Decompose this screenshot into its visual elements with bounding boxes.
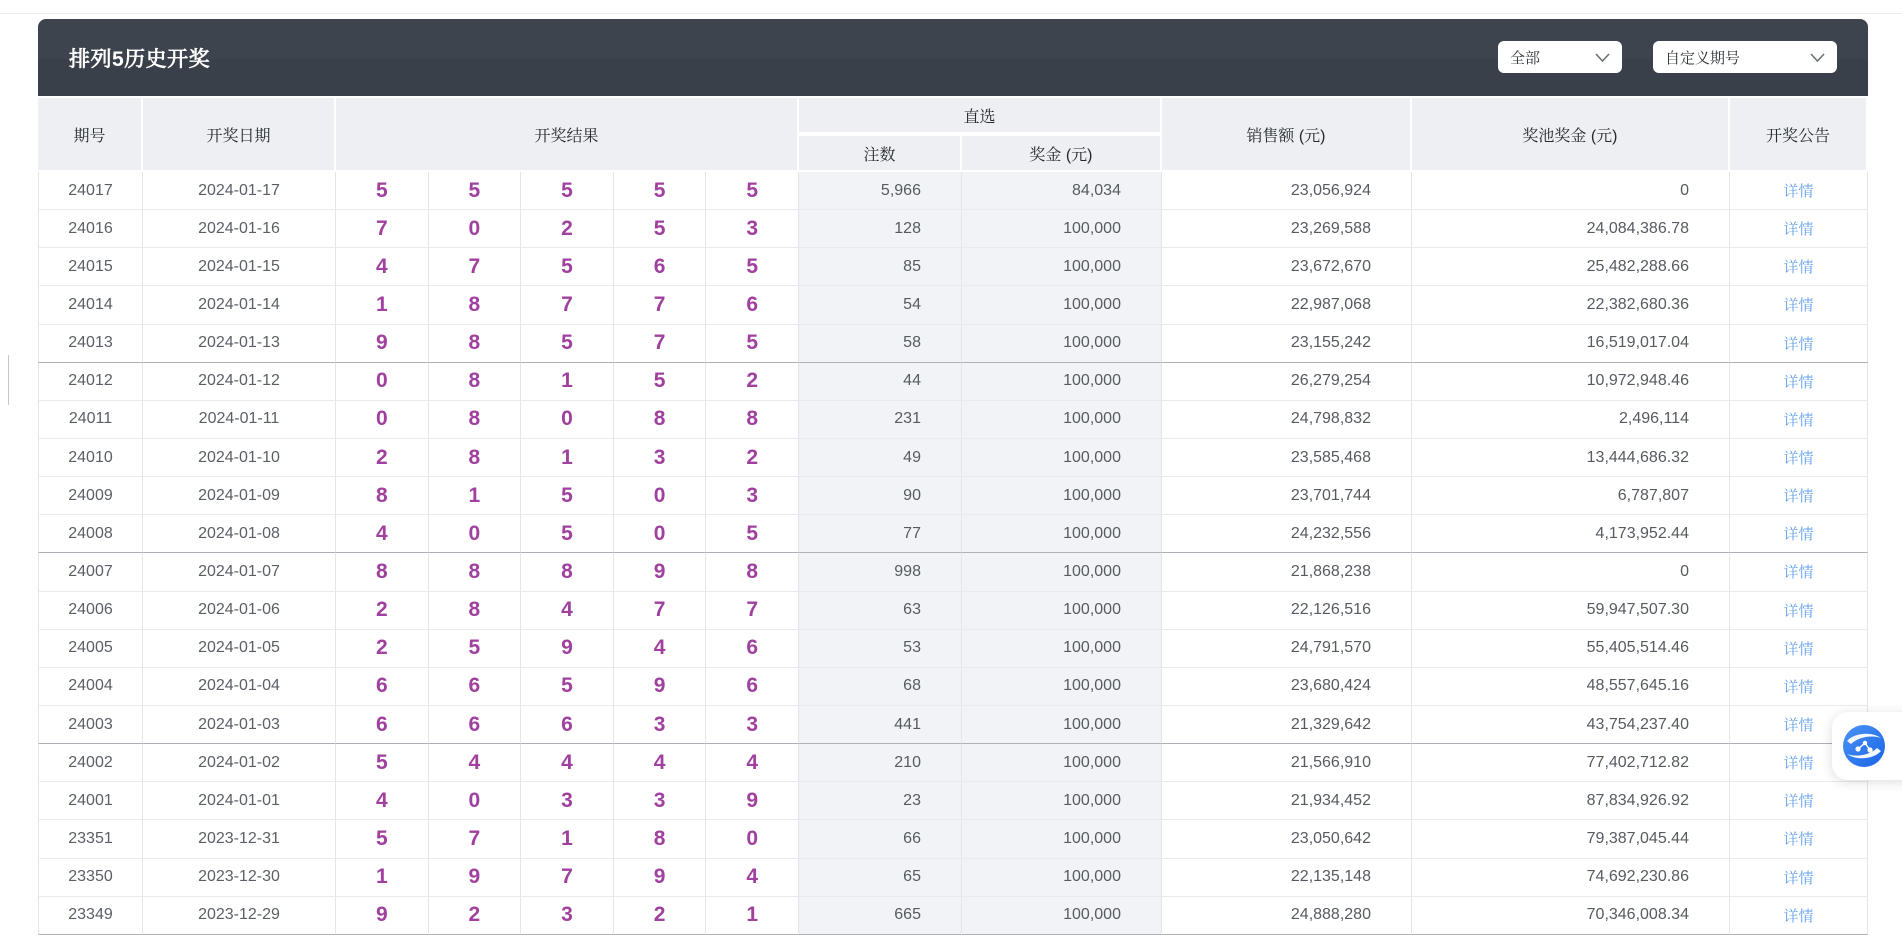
result-digit-cell: 8 (336, 477, 429, 515)
detail-link[interactable]: 详情 (1730, 401, 1868, 439)
detail-link[interactable]: 详情 (1730, 668, 1868, 706)
pool-cell: 55,405,514.46 (1412, 630, 1730, 668)
detail-link[interactable]: 详情 (1730, 210, 1868, 248)
bets-cell: 53 (799, 630, 962, 668)
result-digit-cell: 2 (336, 439, 429, 477)
bets-cell: 58 (799, 325, 962, 363)
result-digit-cell: 8 (614, 401, 707, 439)
result-digit-cell: 2 (336, 592, 429, 630)
detail-link[interactable]: 详情 (1730, 286, 1868, 324)
result-digit-cell: 8 (429, 363, 522, 401)
pool-cell: 43,754,237.40 (1412, 706, 1730, 744)
lottery-history-panel (38, 19, 1868, 935)
result-digit-cell: 8 (429, 592, 522, 630)
date-cell: 2024-01-06 (143, 592, 336, 630)
result-digit-cell: 0 (614, 515, 707, 553)
detail-link[interactable]: 详情 (1730, 553, 1868, 591)
result-digit-cell: 7 (429, 820, 522, 858)
history-table (38, 96, 1868, 935)
result-digit-cell: 9 (521, 630, 614, 668)
result-digit-cell: 3 (706, 706, 799, 744)
detail-link[interactable]: 详情 (1730, 744, 1868, 782)
result-digit-cell: 0 (429, 210, 522, 248)
filter-dropdown-custom-period-value: 自定义期号 (1665, 49, 1741, 67)
result-digit-cell: 3 (706, 210, 799, 248)
pool-cell: 22,382,680.36 (1412, 286, 1730, 324)
bets-cell: 23 (799, 782, 962, 820)
panel-titlebar (38, 19, 1868, 96)
service-icon (1841, 723, 1887, 769)
pool-cell: 0 (1412, 172, 1730, 210)
result-digit-cell: 9 (429, 859, 522, 897)
sales-cell: 24,791,570 (1162, 630, 1412, 668)
period-cell: 24015 (38, 248, 143, 286)
sales-cell: 22,126,516 (1162, 592, 1412, 630)
period-cell: 24005 (38, 630, 143, 668)
service-float-button[interactable] (1832, 712, 1902, 780)
result-digit-cell: 3 (614, 782, 707, 820)
result-digit-cell: 6 (706, 630, 799, 668)
page-title: 排列5历史开奖 (69, 47, 211, 71)
detail-link[interactable]: 详情 (1730, 630, 1868, 668)
result-digit-cell: 7 (614, 592, 707, 630)
result-digit-cell: 1 (706, 897, 799, 935)
result-digit-cell: 2 (706, 439, 799, 477)
result-digit-cell: 5 (521, 172, 614, 210)
sales-cell: 23,701,744 (1162, 477, 1412, 515)
col-header-date: 开奖日期 (143, 96, 336, 172)
result-digit-cell: 4 (429, 744, 522, 782)
prize-cell: 100,000 (962, 706, 1162, 744)
sales-cell: 23,672,670 (1162, 248, 1412, 286)
result-digit-cell: 4 (614, 744, 707, 782)
result-digit-cell: 5 (614, 210, 707, 248)
bets-cell: 998 (799, 553, 962, 591)
date-cell: 2024-01-14 (143, 286, 336, 324)
sales-cell: 23,155,242 (1162, 325, 1412, 363)
chevron-down-icon (1810, 53, 1825, 62)
prize-cell: 100,000 (962, 286, 1162, 324)
pool-cell: 77,402,712.82 (1412, 744, 1730, 782)
date-cell: 2024-01-05 (143, 630, 336, 668)
sales-cell: 24,232,556 (1162, 515, 1412, 553)
result-digit-cell: 2 (614, 897, 707, 935)
result-digit-cell: 7 (614, 286, 707, 324)
sales-cell: 21,329,642 (1162, 706, 1412, 744)
detail-link[interactable]: 详情 (1730, 248, 1868, 286)
result-digit-cell: 5 (521, 325, 614, 363)
detail-link[interactable]: 详情 (1730, 820, 1868, 858)
page-top-divider (0, 13, 1902, 14)
result-digit-cell: 2 (521, 210, 614, 248)
prize-cell: 100,000 (962, 515, 1162, 553)
pool-cell: 10,972,948.46 (1412, 363, 1730, 401)
result-digit-cell: 9 (614, 859, 707, 897)
result-digit-cell: 5 (521, 248, 614, 286)
date-cell: 2024-01-02 (143, 744, 336, 782)
detail-link[interactable]: 详情 (1730, 325, 1868, 363)
bets-cell: 85 (799, 248, 962, 286)
result-digit-cell: 8 (429, 439, 522, 477)
period-cell: 24008 (38, 515, 143, 553)
date-cell: 2024-01-01 (143, 782, 336, 820)
result-digit-cell: 4 (336, 782, 429, 820)
result-digit-cell: 8 (429, 553, 522, 591)
prize-cell: 100,000 (962, 439, 1162, 477)
result-digit-cell: 9 (336, 897, 429, 935)
date-cell: 2024-01-09 (143, 477, 336, 515)
prize-cell: 100,000 (962, 477, 1162, 515)
sales-cell: 23,680,424 (1162, 668, 1412, 706)
period-cell: 24017 (38, 172, 143, 210)
result-digit-cell: 1 (429, 477, 522, 515)
pool-cell: 48,557,645.16 (1412, 668, 1730, 706)
date-cell: 2023-12-30 (143, 859, 336, 897)
prize-cell: 100,000 (962, 248, 1162, 286)
result-digit-cell: 6 (429, 706, 522, 744)
result-digit-cell: 0 (429, 782, 522, 820)
sales-cell: 24,888,280 (1162, 897, 1412, 935)
result-digit-cell: 4 (336, 515, 429, 553)
col-header-sales: 销售额 (元) (1162, 96, 1412, 172)
pool-cell: 2,496,114 (1412, 401, 1730, 439)
date-cell: 2024-01-03 (143, 706, 336, 744)
period-cell: 24007 (38, 553, 143, 591)
sales-cell: 23,050,642 (1162, 820, 1412, 858)
result-digit-cell: 5 (614, 172, 707, 210)
result-digit-cell: 8 (429, 325, 522, 363)
col-header-notice: 开奖公告 (1730, 96, 1868, 172)
prize-cell: 100,000 (962, 820, 1162, 858)
pool-cell: 13,444,686.32 (1412, 439, 1730, 477)
result-digit-cell: 5 (614, 363, 707, 401)
detail-link[interactable]: 详情 (1730, 172, 1868, 210)
pool-cell: 4,173,952.44 (1412, 515, 1730, 553)
period-cell: 23351 (38, 820, 143, 858)
result-digit-cell: 5 (521, 477, 614, 515)
bets-cell: 90 (799, 477, 962, 515)
period-cell: 24002 (38, 744, 143, 782)
bets-cell: 441 (799, 706, 962, 744)
prize-cell: 100,000 (962, 553, 1162, 591)
sales-cell: 22,987,068 (1162, 286, 1412, 324)
result-digit-cell: 4 (706, 744, 799, 782)
sales-cell: 23,585,468 (1162, 439, 1412, 477)
pool-cell: 59,947,507.30 (1412, 592, 1730, 630)
date-cell: 2024-01-10 (143, 439, 336, 477)
bets-cell: 54 (799, 286, 962, 324)
date-cell: 2024-01-04 (143, 668, 336, 706)
result-digit-cell: 2 (336, 630, 429, 668)
date-cell: 2024-01-16 (143, 210, 336, 248)
result-digit-cell: 9 (336, 325, 429, 363)
result-digit-cell: 5 (521, 515, 614, 553)
date-cell: 2024-01-13 (143, 325, 336, 363)
sales-cell: 24,798,832 (1162, 401, 1412, 439)
result-digit-cell: 7 (521, 286, 614, 324)
sales-cell: 23,269,588 (1162, 210, 1412, 248)
result-digit-cell: 6 (336, 668, 429, 706)
result-digit-cell: 4 (706, 859, 799, 897)
result-digit-cell: 2 (429, 897, 522, 935)
prize-cell: 100,000 (962, 325, 1162, 363)
period-cell: 24010 (38, 439, 143, 477)
prize-cell: 100,000 (962, 744, 1162, 782)
col-header-prize: 奖金 (元) (962, 134, 1162, 172)
sales-cell: 26,279,254 (1162, 363, 1412, 401)
detail-link[interactable]: 详情 (1730, 592, 1868, 630)
detail-link[interactable]: 详情 (1730, 897, 1868, 935)
result-digit-cell: 8 (429, 286, 522, 324)
result-digit-cell: 6 (521, 706, 614, 744)
result-digit-cell: 5 (336, 820, 429, 858)
pool-cell: 16,519,017.04 (1412, 325, 1730, 363)
sales-cell: 21,868,238 (1162, 553, 1412, 591)
bets-cell: 65 (799, 859, 962, 897)
result-digit-cell: 7 (706, 592, 799, 630)
detail-link[interactable]: 详情 (1730, 782, 1868, 820)
prize-cell: 84,034 (962, 172, 1162, 210)
period-cell: 23349 (38, 897, 143, 935)
date-cell: 2024-01-17 (143, 172, 336, 210)
date-cell: 2023-12-31 (143, 820, 336, 858)
result-digit-cell: 4 (614, 630, 707, 668)
result-digit-cell: 8 (429, 401, 522, 439)
result-digit-cell: 4 (521, 744, 614, 782)
period-cell: 24016 (38, 210, 143, 248)
result-digit-cell: 9 (706, 782, 799, 820)
prize-cell: 100,000 (962, 401, 1162, 439)
result-digit-cell: 6 (429, 668, 522, 706)
result-digit-cell: 7 (336, 210, 429, 248)
result-digit-cell: 8 (336, 553, 429, 591)
result-digit-cell: 5 (706, 325, 799, 363)
detail-link[interactable]: 详情 (1730, 363, 1868, 401)
col-header-bets: 注数 (799, 134, 962, 172)
left-edge-divider (8, 355, 9, 405)
bets-cell: 128 (799, 210, 962, 248)
period-cell: 24004 (38, 668, 143, 706)
detail-link[interactable]: 详情 (1730, 859, 1868, 897)
result-digit-cell: 5 (336, 744, 429, 782)
pool-cell: 70,346,008.34 (1412, 897, 1730, 935)
result-digit-cell: 3 (521, 897, 614, 935)
result-digit-cell: 0 (429, 515, 522, 553)
bets-cell: 210 (799, 744, 962, 782)
result-digit-cell: 6 (336, 706, 429, 744)
date-cell: 2024-01-15 (143, 248, 336, 286)
filter-dropdown-custom-period[interactable] (1653, 41, 1837, 73)
period-cell: 24014 (38, 286, 143, 324)
col-header-period: 期号 (38, 96, 143, 172)
result-digit-cell: 5 (706, 172, 799, 210)
pool-cell: 6,787,807 (1412, 477, 1730, 515)
prize-cell: 100,000 (962, 668, 1162, 706)
prize-cell: 100,000 (962, 210, 1162, 248)
result-digit-cell: 1 (336, 859, 429, 897)
period-cell: 24013 (38, 325, 143, 363)
chevron-down-icon (1595, 53, 1610, 62)
detail-link[interactable]: 详情 (1730, 439, 1868, 477)
result-digit-cell: 6 (706, 668, 799, 706)
result-digit-cell: 5 (429, 630, 522, 668)
result-digit-cell: 4 (336, 248, 429, 286)
col-header-result: 开奖结果 (336, 96, 799, 172)
sales-cell: 21,566,910 (1162, 744, 1412, 782)
pool-cell: 79,387,045.44 (1412, 820, 1730, 858)
result-digit-cell: 1 (336, 286, 429, 324)
prize-cell: 100,000 (962, 859, 1162, 897)
result-digit-cell: 5 (706, 248, 799, 286)
result-digit-cell: 5 (429, 172, 522, 210)
prize-cell: 100,000 (962, 592, 1162, 630)
prize-cell: 100,000 (962, 363, 1162, 401)
result-digit-cell: 8 (614, 820, 707, 858)
result-digit-cell: 8 (521, 553, 614, 591)
result-digit-cell: 0 (336, 401, 429, 439)
pool-cell: 87,834,926.92 (1412, 782, 1730, 820)
result-digit-cell: 5 (336, 172, 429, 210)
sales-cell: 21,934,452 (1162, 782, 1412, 820)
date-cell: 2024-01-12 (143, 363, 336, 401)
result-digit-cell: 0 (706, 820, 799, 858)
period-cell: 24006 (38, 592, 143, 630)
prize-cell: 100,000 (962, 782, 1162, 820)
date-cell: 2023-12-29 (143, 897, 336, 935)
bets-cell: 66 (799, 820, 962, 858)
result-digit-cell: 3 (706, 477, 799, 515)
period-cell: 24003 (38, 706, 143, 744)
bets-cell: 63 (799, 592, 962, 630)
prize-cell: 100,000 (962, 630, 1162, 668)
filter-dropdown-all[interactable] (1498, 41, 1622, 73)
sales-cell: 22,135,148 (1162, 859, 1412, 897)
bets-cell: 5,966 (799, 172, 962, 210)
pool-cell: 25,482,288.66 (1412, 248, 1730, 286)
prize-cell: 100,000 (962, 897, 1162, 935)
period-cell: 23350 (38, 859, 143, 897)
result-digit-cell: 8 (706, 553, 799, 591)
period-cell: 24011 (38, 401, 143, 439)
result-digit-cell: 7 (429, 248, 522, 286)
bets-cell: 231 (799, 401, 962, 439)
bets-cell: 44 (799, 363, 962, 401)
col-header-pool: 奖池奖金 (元) (1412, 96, 1730, 172)
result-digit-cell: 0 (614, 477, 707, 515)
col-header-zhixuan-group: 直选 (799, 96, 1162, 134)
detail-link[interactable]: 详情 (1730, 477, 1868, 515)
date-cell: 2024-01-08 (143, 515, 336, 553)
sales-cell: 23,056,924 (1162, 172, 1412, 210)
result-digit-cell: 3 (614, 439, 707, 477)
detail-link[interactable]: 详情 (1730, 515, 1868, 553)
result-digit-cell: 6 (614, 248, 707, 286)
pool-cell: 24,084,386.78 (1412, 210, 1730, 248)
result-digit-cell: 9 (614, 553, 707, 591)
result-digit-cell: 5 (521, 668, 614, 706)
result-digit-cell: 7 (614, 325, 707, 363)
bets-cell: 49 (799, 439, 962, 477)
bets-cell: 665 (799, 897, 962, 935)
filter-dropdown-all-value: 全部 (1510, 49, 1541, 67)
result-digit-cell: 6 (706, 286, 799, 324)
detail-link[interactable]: 详情 (1730, 706, 1868, 744)
result-digit-cell: 3 (614, 706, 707, 744)
result-digit-cell: 0 (521, 401, 614, 439)
period-cell: 24012 (38, 363, 143, 401)
period-cell: 24001 (38, 782, 143, 820)
result-digit-cell: 0 (336, 363, 429, 401)
result-digit-cell: 7 (521, 859, 614, 897)
pool-cell: 0 (1412, 553, 1730, 591)
result-digit-cell: 1 (521, 439, 614, 477)
pool-cell: 74,692,230.86 (1412, 859, 1730, 897)
result-digit-cell: 2 (706, 363, 799, 401)
result-digit-cell: 1 (521, 820, 614, 858)
result-digit-cell: 4 (521, 592, 614, 630)
bets-cell: 68 (799, 668, 962, 706)
date-cell: 2024-01-07 (143, 553, 336, 591)
result-digit-cell: 5 (706, 515, 799, 553)
result-digit-cell: 3 (521, 782, 614, 820)
result-digit-cell: 9 (614, 668, 707, 706)
date-cell: 2024-01-11 (143, 401, 336, 439)
period-cell: 24009 (38, 477, 143, 515)
result-digit-cell: 1 (521, 363, 614, 401)
result-digit-cell: 8 (706, 401, 799, 439)
bets-cell: 77 (799, 515, 962, 553)
